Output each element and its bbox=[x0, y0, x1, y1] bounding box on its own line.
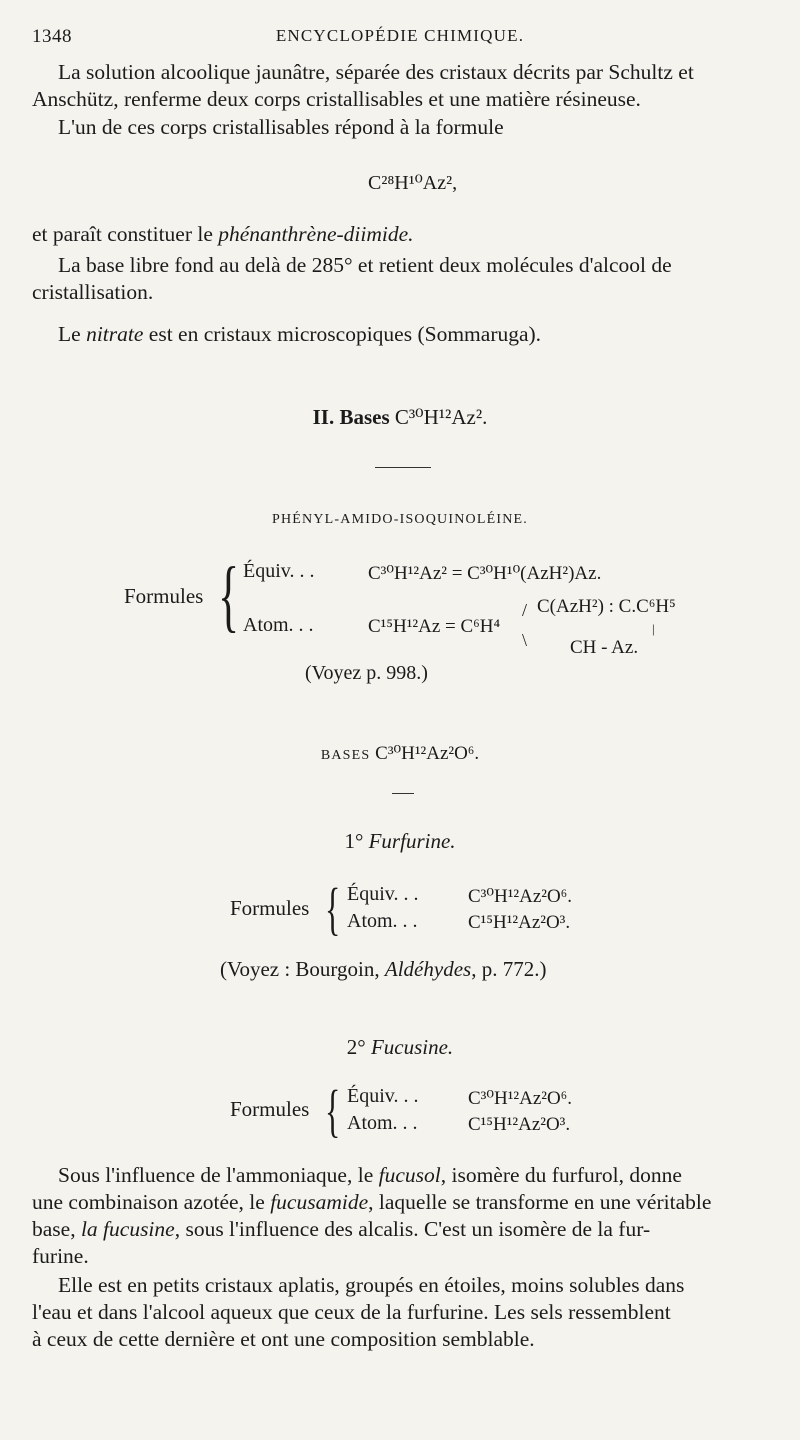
fucusine-number: 2° bbox=[346, 1035, 366, 1059]
formula-c28: C²⁸H¹⁰Az², bbox=[368, 172, 458, 194]
divider-rule-2 bbox=[392, 793, 414, 794]
closing-1-line-3-post: , sous l'influence des alcalis. C'est un isomère de la fur- bbox=[174, 1217, 651, 1241]
para-1-line-2: Anschütz, renferme deux corps cristallisables et une matière résineuse. bbox=[32, 87, 641, 111]
fucusine-atom-formula: C¹⁵H¹²Az²O³. bbox=[468, 1114, 571, 1135]
para-5-post: est en cristaux microscopiques (Sommaruga). bbox=[143, 322, 542, 346]
fucusine-title bbox=[0, 1035, 800, 1060]
brace-1: { bbox=[218, 552, 240, 640]
closing-1-line-3-pre: base, bbox=[32, 1217, 81, 1241]
formules-label-3: Formules bbox=[230, 1097, 310, 1121]
furfurine-ref-pre: (Voyez : Bourgoin, bbox=[220, 957, 385, 981]
equiv-label-1: Équiv. . . bbox=[243, 560, 315, 582]
divider-rule-1 bbox=[375, 467, 431, 468]
fucusine-atom-label: Atom. . . bbox=[347, 1112, 418, 1134]
furfurine-ref bbox=[220, 957, 546, 982]
closing-1-line-3-italic: la fucusine bbox=[80, 1217, 175, 1241]
para-3-text: et paraît constituer le bbox=[32, 222, 219, 246]
closing-1-line-3 bbox=[32, 1217, 650, 1242]
para-3-italic: phénanthrène-diimide. bbox=[218, 222, 414, 246]
closing-1-line-1-post: , isomère du furfurol, donne bbox=[440, 1163, 682, 1187]
closing-1-line-1 bbox=[32, 1163, 682, 1188]
section-2-title bbox=[0, 405, 800, 430]
para-5-pre: Le bbox=[58, 322, 87, 346]
furfurine-atom-formula: C¹⁵H¹²Az²O³. bbox=[468, 912, 571, 933]
running-title: ENCYCLOPÉDIE CHIMIQUE. bbox=[275, 26, 525, 45]
formules-label-2: Formules bbox=[230, 896, 310, 920]
bases-heading-formula: C³⁰H¹²Az²O⁶. bbox=[375, 743, 480, 764]
furfurine-ref-italic: Aldéhydes bbox=[384, 957, 472, 981]
bases-heading-label: BASES bbox=[320, 748, 371, 763]
voyez-ref-1: (Voyez p. 998.) bbox=[305, 662, 428, 684]
fucusine-name: Fucusine. bbox=[370, 1035, 454, 1059]
atom-formula-1: C¹⁵H¹²Az = C⁶H⁴ bbox=[368, 616, 501, 637]
closing-1-line-2-pre: une combinaison azotée, le bbox=[32, 1190, 271, 1214]
brace-3: { bbox=[325, 1078, 341, 1143]
para-4-line-2: cristallisation. bbox=[32, 280, 154, 304]
closing-1-line-2-italic: fucusamide bbox=[270, 1190, 369, 1214]
branch-slash: / bbox=[522, 600, 528, 620]
closing-1-line-4: furine. bbox=[32, 1244, 89, 1268]
section-2-title-bold: II. Bases bbox=[312, 405, 390, 429]
closing-2-line-2: l'eau et dans l'alcool aqueux que ceux de la furfurine. Les sels ressemblent bbox=[32, 1300, 671, 1324]
brace-2: { bbox=[325, 876, 341, 941]
closing-2-line-1: Elle est en petits cristaux aplatis, groupés en étoiles, moins solubles dans bbox=[58, 1273, 685, 1297]
para-5-italic: nitrate bbox=[86, 322, 144, 346]
branch-backslash: \ bbox=[522, 630, 528, 650]
branch-bottom-formula: CH - Az. bbox=[570, 637, 639, 658]
bond-mark: | bbox=[652, 621, 655, 636]
para-2: L'un de ces corps cristallisables répond à la formule bbox=[58, 115, 504, 139]
furfurine-equiv-label: Équiv. . . bbox=[347, 883, 419, 905]
furfurine-name: Furfurine. bbox=[368, 829, 456, 853]
equiv-formula-1: C³⁰H¹²Az² = C³⁰H¹⁰(AzH²)Az. bbox=[368, 563, 602, 584]
closing-1-line-1-italic: fucusol bbox=[378, 1163, 441, 1187]
atom-label-1: Atom. . . bbox=[243, 614, 314, 636]
page-number: 1348 bbox=[32, 26, 72, 47]
furfurine-ref-post: , p. 772.) bbox=[471, 957, 547, 981]
closing-1-line-1-pre: Sous l'influence de l'ammoniaque, le bbox=[58, 1163, 379, 1187]
section-2-subtitle: PHÉNYL-AMIDO-ISOQUINOLÉINE. bbox=[272, 512, 528, 527]
furfurine-equiv-formula: C³⁰H¹²Az²O⁶. bbox=[468, 886, 573, 907]
furfurine-title bbox=[0, 829, 800, 854]
fucusine-equiv-formula: C³⁰H¹²Az²O⁶. bbox=[468, 1088, 573, 1109]
fucusine-equiv-label: Équiv. . . bbox=[347, 1085, 419, 1107]
bases-heading bbox=[0, 742, 800, 765]
closing-1-line-2 bbox=[32, 1190, 711, 1215]
section-2-title-formula: C³⁰H¹²Az². bbox=[394, 405, 488, 429]
formules-label-1: Formules bbox=[124, 584, 204, 608]
para-1-line-1: La solution alcoolique jaunâtre, séparée des cristaux décrits par Schultz et bbox=[58, 60, 694, 84]
para-3 bbox=[32, 222, 414, 247]
furfurine-number: 1° bbox=[344, 829, 364, 853]
closing-1-line-2-post: , laquelle se transforme en une véritable bbox=[368, 1190, 712, 1214]
para-5 bbox=[58, 322, 541, 347]
furfurine-atom-label: Atom. . . bbox=[347, 910, 418, 932]
branch-top-formula: C(AzH²) : C.C⁶H⁵ bbox=[537, 596, 676, 617]
para-4-line-1: La base libre fond au delà de 285° et retient deux molécules d'alcool de bbox=[58, 253, 672, 277]
closing-2-line-3: à ceux de cette dernière et ont une composition semblable. bbox=[32, 1327, 535, 1351]
